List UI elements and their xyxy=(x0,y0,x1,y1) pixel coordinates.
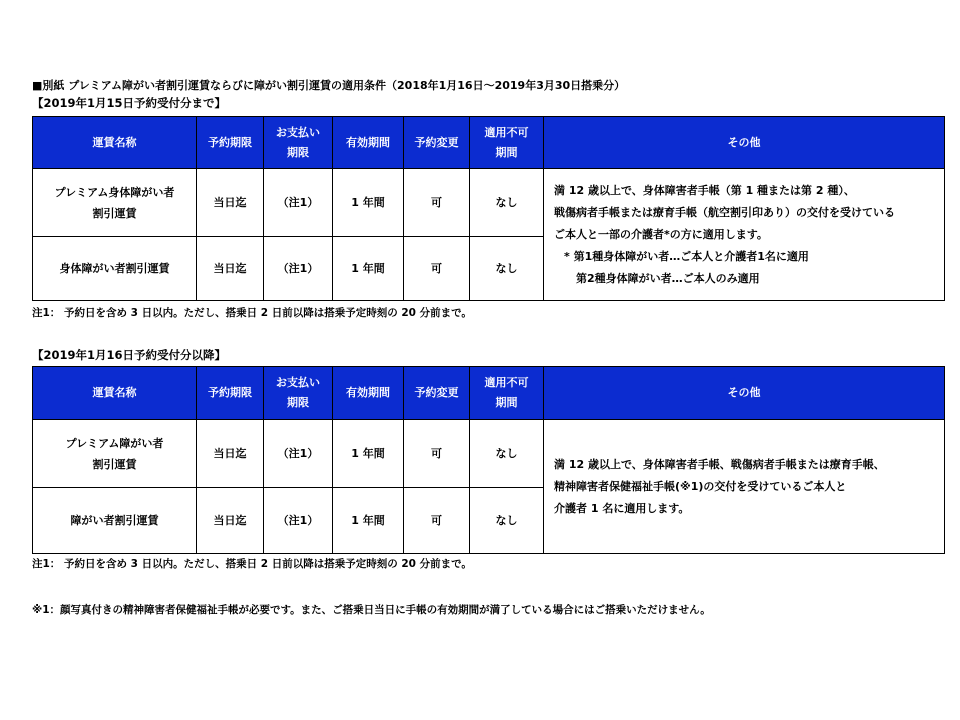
fare-table-2 xyxy=(32,366,945,554)
booking-deadline: 当日迄 xyxy=(197,169,264,237)
change: 可 xyxy=(404,420,470,488)
other-line: 満 12 歳以上で、身体障害者手帳（第 1 種または第 2 種）、 xyxy=(554,183,855,197)
section1-note: 注1： 予約日を含め 3 日以内。ただし、搭乗日 2 日前以降は搭乗予定時刻の 20 分前まで。 xyxy=(32,307,472,319)
table-row xyxy=(33,420,945,488)
section1-label: 【2019年1月15日予約受付分まで】 xyxy=(32,96,227,110)
header-other: その他 xyxy=(544,367,945,420)
header-payment-deadline: お支払い 期限 xyxy=(264,367,333,420)
blackout: なし xyxy=(470,488,544,554)
header-payment-deadline: お支払い 期限 xyxy=(264,117,333,169)
section2-label: 【2019年1月16日予約受付分以降】 xyxy=(32,348,227,362)
table-header-row xyxy=(33,367,945,420)
fare-name: プレミアム身体障がい者 割引運賃 xyxy=(33,169,197,237)
header-validity: 有効期間 xyxy=(333,117,404,169)
header-validity: 有効期間 xyxy=(333,367,404,420)
fare-name: 身体障がい者割引運賃 xyxy=(33,237,197,301)
other-line: 満 12 歳以上で、身体障害者手帳、戦傷病者手帳または療育手帳、 xyxy=(554,457,885,471)
table-header-row xyxy=(33,117,945,169)
other-line: * 第1種身体障がい者…ご本人と介護者1名に適用 xyxy=(564,249,809,263)
change: 可 xyxy=(404,169,470,237)
blackout: なし xyxy=(470,169,544,237)
header-booking-deadline: 予約期限 xyxy=(197,117,264,169)
other-conditions xyxy=(544,169,945,301)
fare-table-1 xyxy=(32,116,945,301)
other-line: ご本人と一部の介護者*の方に適用します。 xyxy=(554,227,768,241)
document-title: ■別紙 プレミアム障がい者割引運賃ならびに障がい割引運賃の適用条件（2018年1月16日～2019年3月30日搭乗分） xyxy=(32,79,626,92)
fare-name: 障がい者割引運賃 xyxy=(33,488,197,554)
header-fare-name: 運賃名称 xyxy=(33,367,197,420)
payment-deadline: （注1） xyxy=(264,237,333,301)
booking-deadline: 当日迄 xyxy=(197,237,264,301)
section2-note: 注1： 予約日を含め 3 日以内。ただし、搭乗日 2 日前以降は搭乗予定時刻の 20 分前まで。 xyxy=(32,558,472,570)
change: 可 xyxy=(404,237,470,301)
booking-deadline: 当日迄 xyxy=(197,420,264,488)
header-change: 予約変更 xyxy=(404,367,470,420)
validity: 1 年間 xyxy=(333,169,404,237)
header-booking-deadline: 予約期限 xyxy=(197,367,264,420)
table-row xyxy=(33,169,945,237)
other-conditions xyxy=(544,420,945,554)
header-blackout: 適用不可 期間 xyxy=(470,367,544,420)
footnote: ※1：顔写真付きの精神障害者保健福祉手帳が必要です。また、ご搭乗日当日に手帳の有効期間が満了している場合にはご搭乗いただけません。 xyxy=(32,604,711,616)
other-line: 精神障害者保健福祉手帳(※1)の交付を受けているご本人と xyxy=(554,479,847,493)
validity: 1 年間 xyxy=(333,420,404,488)
fare-name: プレミアム障がい者 割引運賃 xyxy=(33,420,197,488)
header-other: その他 xyxy=(544,117,945,169)
payment-deadline: （注1） xyxy=(264,420,333,488)
other-line: 介護者 1 名に適用します。 xyxy=(554,501,690,515)
payment-deadline: （注1） xyxy=(264,488,333,554)
header-blackout: 適用不可 期間 xyxy=(470,117,544,169)
header-change: 予約変更 xyxy=(404,117,470,169)
payment-deadline: （注1） xyxy=(264,169,333,237)
header-fare-name: 運賃名称 xyxy=(33,117,197,169)
validity: 1 年間 xyxy=(333,237,404,301)
change: 可 xyxy=(404,488,470,554)
other-line: 戦傷病者手帳または療育手帳（航空割引印あり）の交付を受けている xyxy=(554,205,895,219)
blackout: なし xyxy=(470,237,544,301)
validity: 1 年間 xyxy=(333,488,404,554)
blackout: なし xyxy=(470,420,544,488)
booking-deadline: 当日迄 xyxy=(197,488,264,554)
other-line: 第2種身体障がい者…ご本人のみ適用 xyxy=(576,271,760,285)
